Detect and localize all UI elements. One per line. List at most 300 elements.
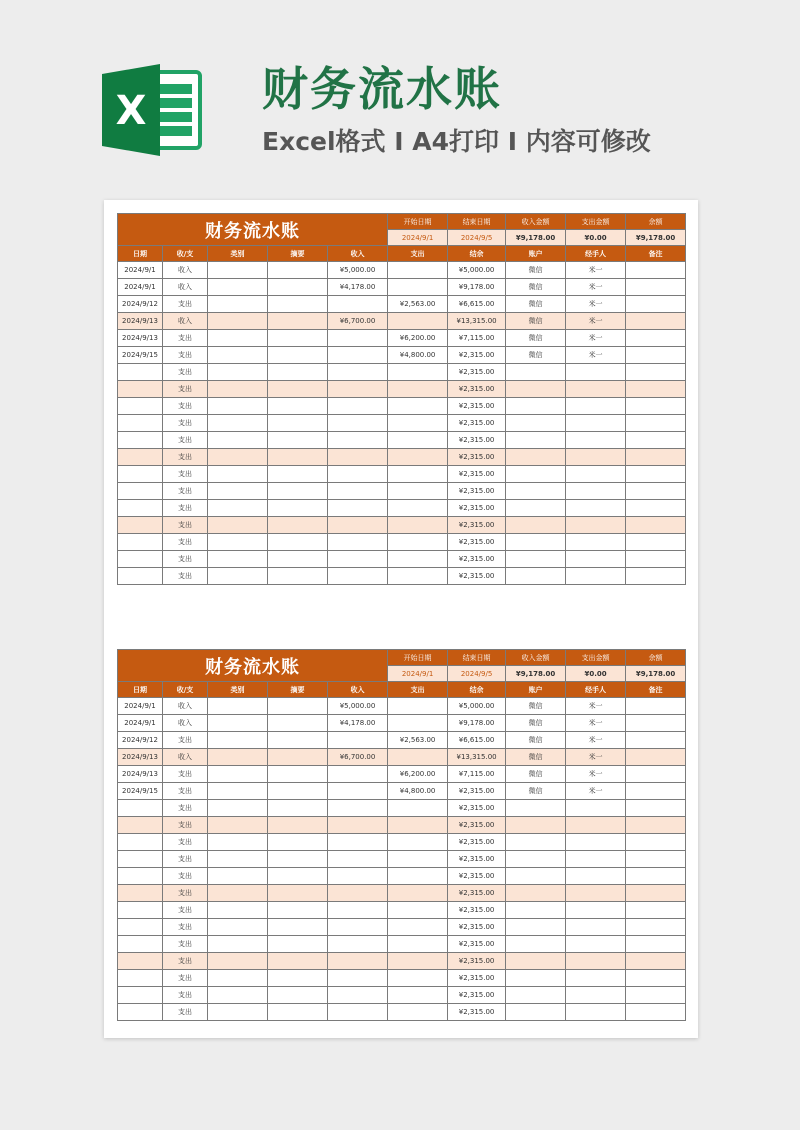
- cell-summary[interactable]: [268, 800, 328, 817]
- cell-date[interactable]: [118, 534, 163, 551]
- cell-account[interactable]: [506, 834, 566, 851]
- cell-note[interactable]: [626, 500, 686, 517]
- cell-account[interactable]: [506, 534, 566, 551]
- cell-date[interactable]: 2024/9/1: [118, 715, 163, 732]
- cell-type[interactable]: 支出: [163, 517, 208, 534]
- cell-account[interactable]: [506, 902, 566, 919]
- cell-date[interactable]: 2024/9/12: [118, 296, 163, 313]
- cell-date[interactable]: 2024/9/1: [118, 262, 163, 279]
- cell-income[interactable]: [328, 364, 388, 381]
- cell-income[interactable]: ¥5,000.00: [328, 698, 388, 715]
- cell-income[interactable]: [328, 766, 388, 783]
- cell-account[interactable]: 微信: [506, 279, 566, 296]
- cell-date[interactable]: [118, 398, 163, 415]
- cell-note[interactable]: [626, 800, 686, 817]
- cell-category[interactable]: [208, 347, 268, 364]
- cell-income[interactable]: ¥6,700.00: [328, 749, 388, 766]
- cell-note[interactable]: [626, 432, 686, 449]
- cell-note[interactable]: [626, 296, 686, 313]
- cell-account[interactable]: [506, 432, 566, 449]
- cell-handler[interactable]: 米一: [566, 347, 626, 364]
- cell-date[interactable]: 2024/9/13: [118, 749, 163, 766]
- cell-balance[interactable]: ¥2,315.00: [448, 483, 506, 500]
- cell-note[interactable]: [626, 415, 686, 432]
- cell-account[interactable]: [506, 568, 566, 585]
- cell-summary[interactable]: [268, 749, 328, 766]
- cell-note[interactable]: [626, 868, 686, 885]
- cell-date[interactable]: [118, 885, 163, 902]
- cell-type[interactable]: 收入: [163, 749, 208, 766]
- cell-expense[interactable]: [388, 698, 448, 715]
- cell-date[interactable]: [118, 364, 163, 381]
- cell-income[interactable]: [328, 517, 388, 534]
- cell-note[interactable]: [626, 783, 686, 800]
- cell-handler[interactable]: [566, 851, 626, 868]
- cell-summary[interactable]: [268, 568, 328, 585]
- cell-handler[interactable]: [566, 800, 626, 817]
- cell-type[interactable]: 支出: [163, 296, 208, 313]
- cell-balance[interactable]: ¥2,315.00: [448, 449, 506, 466]
- cell-account[interactable]: [506, 1004, 566, 1021]
- cell-balance[interactable]: ¥2,315.00: [448, 500, 506, 517]
- cell-date[interactable]: 2024/9/15: [118, 347, 163, 364]
- cell-summary[interactable]: [268, 817, 328, 834]
- cell-type[interactable]: 支出: [163, 466, 208, 483]
- cell-account[interactable]: [506, 500, 566, 517]
- cell-expense[interactable]: ¥2,563.00: [388, 732, 448, 749]
- cell-expense[interactable]: [388, 517, 448, 534]
- cell-type[interactable]: 支出: [163, 1004, 208, 1021]
- cell-note[interactable]: [626, 919, 686, 936]
- cell-category[interactable]: [208, 732, 268, 749]
- cell-summary[interactable]: [268, 432, 328, 449]
- cell-note[interactable]: [626, 902, 686, 919]
- cell-handler[interactable]: 米一: [566, 262, 626, 279]
- cell-note[interactable]: [626, 279, 686, 296]
- cell-income[interactable]: [328, 398, 388, 415]
- cell-expense[interactable]: [388, 902, 448, 919]
- cell-balance[interactable]: ¥2,315.00: [448, 551, 506, 568]
- cell-expense[interactable]: [388, 970, 448, 987]
- cell-date[interactable]: [118, 415, 163, 432]
- cell-income[interactable]: [328, 1004, 388, 1021]
- cell-income[interactable]: [328, 534, 388, 551]
- cell-note[interactable]: [626, 398, 686, 415]
- cell-handler[interactable]: [566, 483, 626, 500]
- cell-expense[interactable]: [388, 534, 448, 551]
- cell-summary[interactable]: [268, 534, 328, 551]
- cell-date[interactable]: 2024/9/13: [118, 766, 163, 783]
- cell-category[interactable]: [208, 970, 268, 987]
- cell-expense[interactable]: ¥6,200.00: [388, 766, 448, 783]
- cell-note[interactable]: [626, 381, 686, 398]
- cell-type[interactable]: 支出: [163, 381, 208, 398]
- cell-expense[interactable]: [388, 851, 448, 868]
- cell-handler[interactable]: [566, 868, 626, 885]
- cell-income[interactable]: [328, 783, 388, 800]
- cell-note[interactable]: [626, 851, 686, 868]
- cell-summary[interactable]: [268, 483, 328, 500]
- cell-handler[interactable]: [566, 834, 626, 851]
- cell-note[interactable]: [626, 953, 686, 970]
- cell-date[interactable]: [118, 800, 163, 817]
- cell-date[interactable]: [118, 919, 163, 936]
- cell-account[interactable]: [506, 398, 566, 415]
- cell-account[interactable]: [506, 466, 566, 483]
- cell-account[interactable]: 微信: [506, 698, 566, 715]
- cell-balance[interactable]: ¥2,315.00: [448, 885, 506, 902]
- cell-balance[interactable]: ¥9,178.00: [448, 279, 506, 296]
- cell-account[interactable]: 微信: [506, 330, 566, 347]
- cell-note[interactable]: [626, 449, 686, 466]
- cell-note[interactable]: [626, 732, 686, 749]
- cell-balance[interactable]: ¥2,315.00: [448, 432, 506, 449]
- cell-summary[interactable]: [268, 517, 328, 534]
- cell-account[interactable]: [506, 987, 566, 1004]
- cell-summary[interactable]: [268, 766, 328, 783]
- cell-handler[interactable]: [566, 970, 626, 987]
- cell-category[interactable]: [208, 698, 268, 715]
- cell-category[interactable]: [208, 364, 268, 381]
- cell-summary[interactable]: [268, 313, 328, 330]
- cell-category[interactable]: [208, 466, 268, 483]
- cell-type[interactable]: 支出: [163, 534, 208, 551]
- cell-date[interactable]: [118, 568, 163, 585]
- summary-value[interactable]: ¥9,178.00: [626, 666, 686, 682]
- cell-handler[interactable]: 米一: [566, 313, 626, 330]
- cell-handler[interactable]: [566, 987, 626, 1004]
- cell-handler[interactable]: [566, 500, 626, 517]
- cell-income[interactable]: ¥4,178.00: [328, 279, 388, 296]
- cell-date[interactable]: [118, 483, 163, 500]
- cell-account[interactable]: [506, 885, 566, 902]
- cell-expense[interactable]: ¥4,800.00: [388, 347, 448, 364]
- cell-summary[interactable]: [268, 953, 328, 970]
- cell-summary[interactable]: [268, 936, 328, 953]
- cell-account[interactable]: 微信: [506, 296, 566, 313]
- cell-date[interactable]: [118, 449, 163, 466]
- cell-category[interactable]: [208, 800, 268, 817]
- cell-note[interactable]: [626, 715, 686, 732]
- cell-note[interactable]: [626, 568, 686, 585]
- cell-handler[interactable]: [566, 817, 626, 834]
- cell-handler[interactable]: [566, 568, 626, 585]
- cell-account[interactable]: 微信: [506, 783, 566, 800]
- cell-balance[interactable]: ¥2,315.00: [448, 568, 506, 585]
- cell-expense[interactable]: [388, 432, 448, 449]
- cell-category[interactable]: [208, 1004, 268, 1021]
- cell-balance[interactable]: ¥5,000.00: [448, 698, 506, 715]
- cell-income[interactable]: [328, 800, 388, 817]
- cell-handler[interactable]: [566, 919, 626, 936]
- cell-date[interactable]: [118, 432, 163, 449]
- cell-note[interactable]: [626, 1004, 686, 1021]
- cell-balance[interactable]: ¥2,315.00: [448, 364, 506, 381]
- cell-income[interactable]: ¥6,700.00: [328, 313, 388, 330]
- cell-expense[interactable]: [388, 449, 448, 466]
- cell-summary[interactable]: [268, 262, 328, 279]
- cell-expense[interactable]: [388, 466, 448, 483]
- cell-handler[interactable]: [566, 902, 626, 919]
- cell-summary[interactable]: [268, 715, 328, 732]
- cell-expense[interactable]: [388, 551, 448, 568]
- cell-income[interactable]: [328, 834, 388, 851]
- cell-summary[interactable]: [268, 551, 328, 568]
- cell-note[interactable]: [626, 347, 686, 364]
- cell-expense[interactable]: [388, 817, 448, 834]
- cell-income[interactable]: [328, 432, 388, 449]
- cell-summary[interactable]: [268, 466, 328, 483]
- cell-income[interactable]: [328, 415, 388, 432]
- cell-account[interactable]: 微信: [506, 313, 566, 330]
- cell-handler[interactable]: 米一: [566, 766, 626, 783]
- cell-date[interactable]: 2024/9/12: [118, 732, 163, 749]
- cell-expense[interactable]: [388, 364, 448, 381]
- cell-income[interactable]: [328, 851, 388, 868]
- cell-summary[interactable]: [268, 415, 328, 432]
- cell-category[interactable]: [208, 987, 268, 1004]
- cell-note[interactable]: [626, 551, 686, 568]
- cell-date[interactable]: 2024/9/1: [118, 698, 163, 715]
- cell-type[interactable]: 收入: [163, 715, 208, 732]
- cell-type[interactable]: 支出: [163, 936, 208, 953]
- cell-account[interactable]: [506, 381, 566, 398]
- cell-handler[interactable]: 米一: [566, 698, 626, 715]
- cell-category[interactable]: [208, 715, 268, 732]
- cell-summary[interactable]: [268, 919, 328, 936]
- cell-note[interactable]: [626, 466, 686, 483]
- cell-income[interactable]: [328, 466, 388, 483]
- cell-summary[interactable]: [268, 970, 328, 987]
- summary-value[interactable]: ¥0.00: [566, 666, 626, 682]
- cell-expense[interactable]: [388, 715, 448, 732]
- cell-category[interactable]: [208, 262, 268, 279]
- cell-category[interactable]: [208, 936, 268, 953]
- cell-summary[interactable]: [268, 381, 328, 398]
- cell-category[interactable]: [208, 766, 268, 783]
- cell-note[interactable]: [626, 534, 686, 551]
- cell-date[interactable]: [118, 868, 163, 885]
- cell-category[interactable]: [208, 919, 268, 936]
- cell-handler[interactable]: 米一: [566, 749, 626, 766]
- cell-date[interactable]: [118, 936, 163, 953]
- cell-income[interactable]: [328, 551, 388, 568]
- cell-account[interactable]: [506, 415, 566, 432]
- cell-summary[interactable]: [268, 330, 328, 347]
- cell-account[interactable]: [506, 517, 566, 534]
- cell-expense[interactable]: [388, 500, 448, 517]
- cell-type[interactable]: 收入: [163, 698, 208, 715]
- cell-summary[interactable]: [268, 902, 328, 919]
- cell-expense[interactable]: ¥2,563.00: [388, 296, 448, 313]
- cell-account[interactable]: [506, 483, 566, 500]
- cell-balance[interactable]: ¥2,315.00: [448, 398, 506, 415]
- cell-type[interactable]: 支出: [163, 953, 208, 970]
- cell-balance[interactable]: ¥2,315.00: [448, 381, 506, 398]
- cell-handler[interactable]: 米一: [566, 296, 626, 313]
- cell-expense[interactable]: [388, 987, 448, 1004]
- cell-date[interactable]: [118, 466, 163, 483]
- cell-account[interactable]: [506, 800, 566, 817]
- cell-expense[interactable]: [388, 483, 448, 500]
- summary-value[interactable]: 2024/9/1: [388, 666, 448, 682]
- cell-type[interactable]: 支出: [163, 817, 208, 834]
- cell-date[interactable]: 2024/9/1: [118, 279, 163, 296]
- cell-income[interactable]: [328, 868, 388, 885]
- cell-handler[interactable]: 米一: [566, 715, 626, 732]
- cell-category[interactable]: [208, 783, 268, 800]
- summary-value[interactable]: ¥9,178.00: [506, 666, 566, 682]
- cell-note[interactable]: [626, 313, 686, 330]
- cell-category[interactable]: [208, 313, 268, 330]
- cell-type[interactable]: 收入: [163, 262, 208, 279]
- cell-summary[interactable]: [268, 698, 328, 715]
- cell-handler[interactable]: [566, 936, 626, 953]
- cell-handler[interactable]: [566, 364, 626, 381]
- cell-handler[interactable]: [566, 1004, 626, 1021]
- cell-category[interactable]: [208, 381, 268, 398]
- cell-type[interactable]: 支出: [163, 783, 208, 800]
- cell-handler[interactable]: 米一: [566, 783, 626, 800]
- cell-handler[interactable]: [566, 517, 626, 534]
- cell-account[interactable]: 微信: [506, 262, 566, 279]
- cell-expense[interactable]: [388, 568, 448, 585]
- cell-account[interactable]: [506, 970, 566, 987]
- cell-note[interactable]: [626, 262, 686, 279]
- cell-expense[interactable]: [388, 398, 448, 415]
- cell-category[interactable]: [208, 449, 268, 466]
- cell-handler[interactable]: [566, 398, 626, 415]
- cell-date[interactable]: [118, 851, 163, 868]
- cell-category[interactable]: [208, 902, 268, 919]
- cell-type[interactable]: 支出: [163, 970, 208, 987]
- cell-income[interactable]: [328, 500, 388, 517]
- cell-handler[interactable]: [566, 534, 626, 551]
- cell-category[interactable]: [208, 817, 268, 834]
- cell-handler[interactable]: [566, 449, 626, 466]
- cell-income[interactable]: [328, 817, 388, 834]
- summary-value[interactable]: ¥9,178.00: [506, 230, 566, 246]
- cell-category[interactable]: [208, 551, 268, 568]
- cell-balance[interactable]: ¥2,315.00: [448, 415, 506, 432]
- cell-income[interactable]: [328, 330, 388, 347]
- cell-account[interactable]: 微信: [506, 347, 566, 364]
- cell-income[interactable]: [328, 902, 388, 919]
- cell-type[interactable]: 支出: [163, 885, 208, 902]
- cell-balance[interactable]: ¥2,315.00: [448, 1004, 506, 1021]
- cell-expense[interactable]: [388, 868, 448, 885]
- cell-account[interactable]: [506, 449, 566, 466]
- cell-category[interactable]: [208, 330, 268, 347]
- cell-handler[interactable]: [566, 415, 626, 432]
- cell-type[interactable]: 支出: [163, 330, 208, 347]
- cell-balance[interactable]: ¥13,315.00: [448, 313, 506, 330]
- cell-date[interactable]: [118, 500, 163, 517]
- cell-summary[interactable]: [268, 1004, 328, 1021]
- cell-income[interactable]: [328, 483, 388, 500]
- cell-category[interactable]: [208, 868, 268, 885]
- cell-balance[interactable]: ¥2,315.00: [448, 534, 506, 551]
- cell-note[interactable]: [626, 483, 686, 500]
- cell-note[interactable]: [626, 766, 686, 783]
- cell-category[interactable]: [208, 885, 268, 902]
- cell-balance[interactable]: ¥2,315.00: [448, 902, 506, 919]
- cell-income[interactable]: [328, 732, 388, 749]
- cell-expense[interactable]: [388, 279, 448, 296]
- cell-type[interactable]: 支出: [163, 449, 208, 466]
- cell-income[interactable]: [328, 347, 388, 364]
- cell-expense[interactable]: ¥6,200.00: [388, 330, 448, 347]
- cell-balance[interactable]: ¥2,315.00: [448, 936, 506, 953]
- cell-type[interactable]: 支出: [163, 766, 208, 783]
- cell-summary[interactable]: [268, 834, 328, 851]
- cell-balance[interactable]: ¥9,178.00: [448, 715, 506, 732]
- cell-date[interactable]: 2024/9/13: [118, 313, 163, 330]
- cell-account[interactable]: 微信: [506, 766, 566, 783]
- cell-note[interactable]: [626, 698, 686, 715]
- cell-category[interactable]: [208, 398, 268, 415]
- cell-summary[interactable]: [268, 987, 328, 1004]
- cell-type[interactable]: 支出: [163, 415, 208, 432]
- cell-date[interactable]: [118, 817, 163, 834]
- cell-note[interactable]: [626, 834, 686, 851]
- cell-balance[interactable]: ¥2,315.00: [448, 970, 506, 987]
- cell-summary[interactable]: [268, 296, 328, 313]
- cell-balance[interactable]: ¥2,315.00: [448, 783, 506, 800]
- cell-category[interactable]: [208, 517, 268, 534]
- cell-type[interactable]: 支出: [163, 432, 208, 449]
- summary-value[interactable]: 2024/9/5: [448, 230, 506, 246]
- cell-type[interactable]: 收入: [163, 279, 208, 296]
- cell-expense[interactable]: ¥4,800.00: [388, 783, 448, 800]
- cell-account[interactable]: [506, 868, 566, 885]
- cell-income[interactable]: [328, 449, 388, 466]
- cell-account[interactable]: 微信: [506, 732, 566, 749]
- cell-type[interactable]: 支出: [163, 902, 208, 919]
- cell-summary[interactable]: [268, 868, 328, 885]
- cell-balance[interactable]: ¥2,315.00: [448, 987, 506, 1004]
- cell-expense[interactable]: [388, 885, 448, 902]
- cell-balance[interactable]: ¥13,315.00: [448, 749, 506, 766]
- cell-summary[interactable]: [268, 885, 328, 902]
- cell-type[interactable]: 支出: [163, 868, 208, 885]
- cell-handler[interactable]: [566, 885, 626, 902]
- cell-account[interactable]: [506, 364, 566, 381]
- summary-value[interactable]: 2024/9/5: [448, 666, 506, 682]
- cell-account[interactable]: 微信: [506, 715, 566, 732]
- cell-note[interactable]: [626, 885, 686, 902]
- cell-balance[interactable]: ¥2,315.00: [448, 868, 506, 885]
- cell-income[interactable]: [328, 296, 388, 313]
- cell-note[interactable]: [626, 517, 686, 534]
- cell-type[interactable]: 支出: [163, 551, 208, 568]
- cell-expense[interactable]: [388, 919, 448, 936]
- summary-value[interactable]: 2024/9/1: [388, 230, 448, 246]
- cell-type[interactable]: 支出: [163, 834, 208, 851]
- cell-date[interactable]: [118, 551, 163, 568]
- cell-summary[interactable]: [268, 279, 328, 296]
- cell-income[interactable]: [328, 970, 388, 987]
- cell-date[interactable]: [118, 381, 163, 398]
- cell-type[interactable]: 收入: [163, 313, 208, 330]
- cell-expense[interactable]: [388, 313, 448, 330]
- cell-summary[interactable]: [268, 364, 328, 381]
- cell-balance[interactable]: ¥2,315.00: [448, 347, 506, 364]
- cell-handler[interactable]: [566, 432, 626, 449]
- cell-handler[interactable]: [566, 551, 626, 568]
- cell-note[interactable]: [626, 749, 686, 766]
- cell-handler[interactable]: [566, 953, 626, 970]
